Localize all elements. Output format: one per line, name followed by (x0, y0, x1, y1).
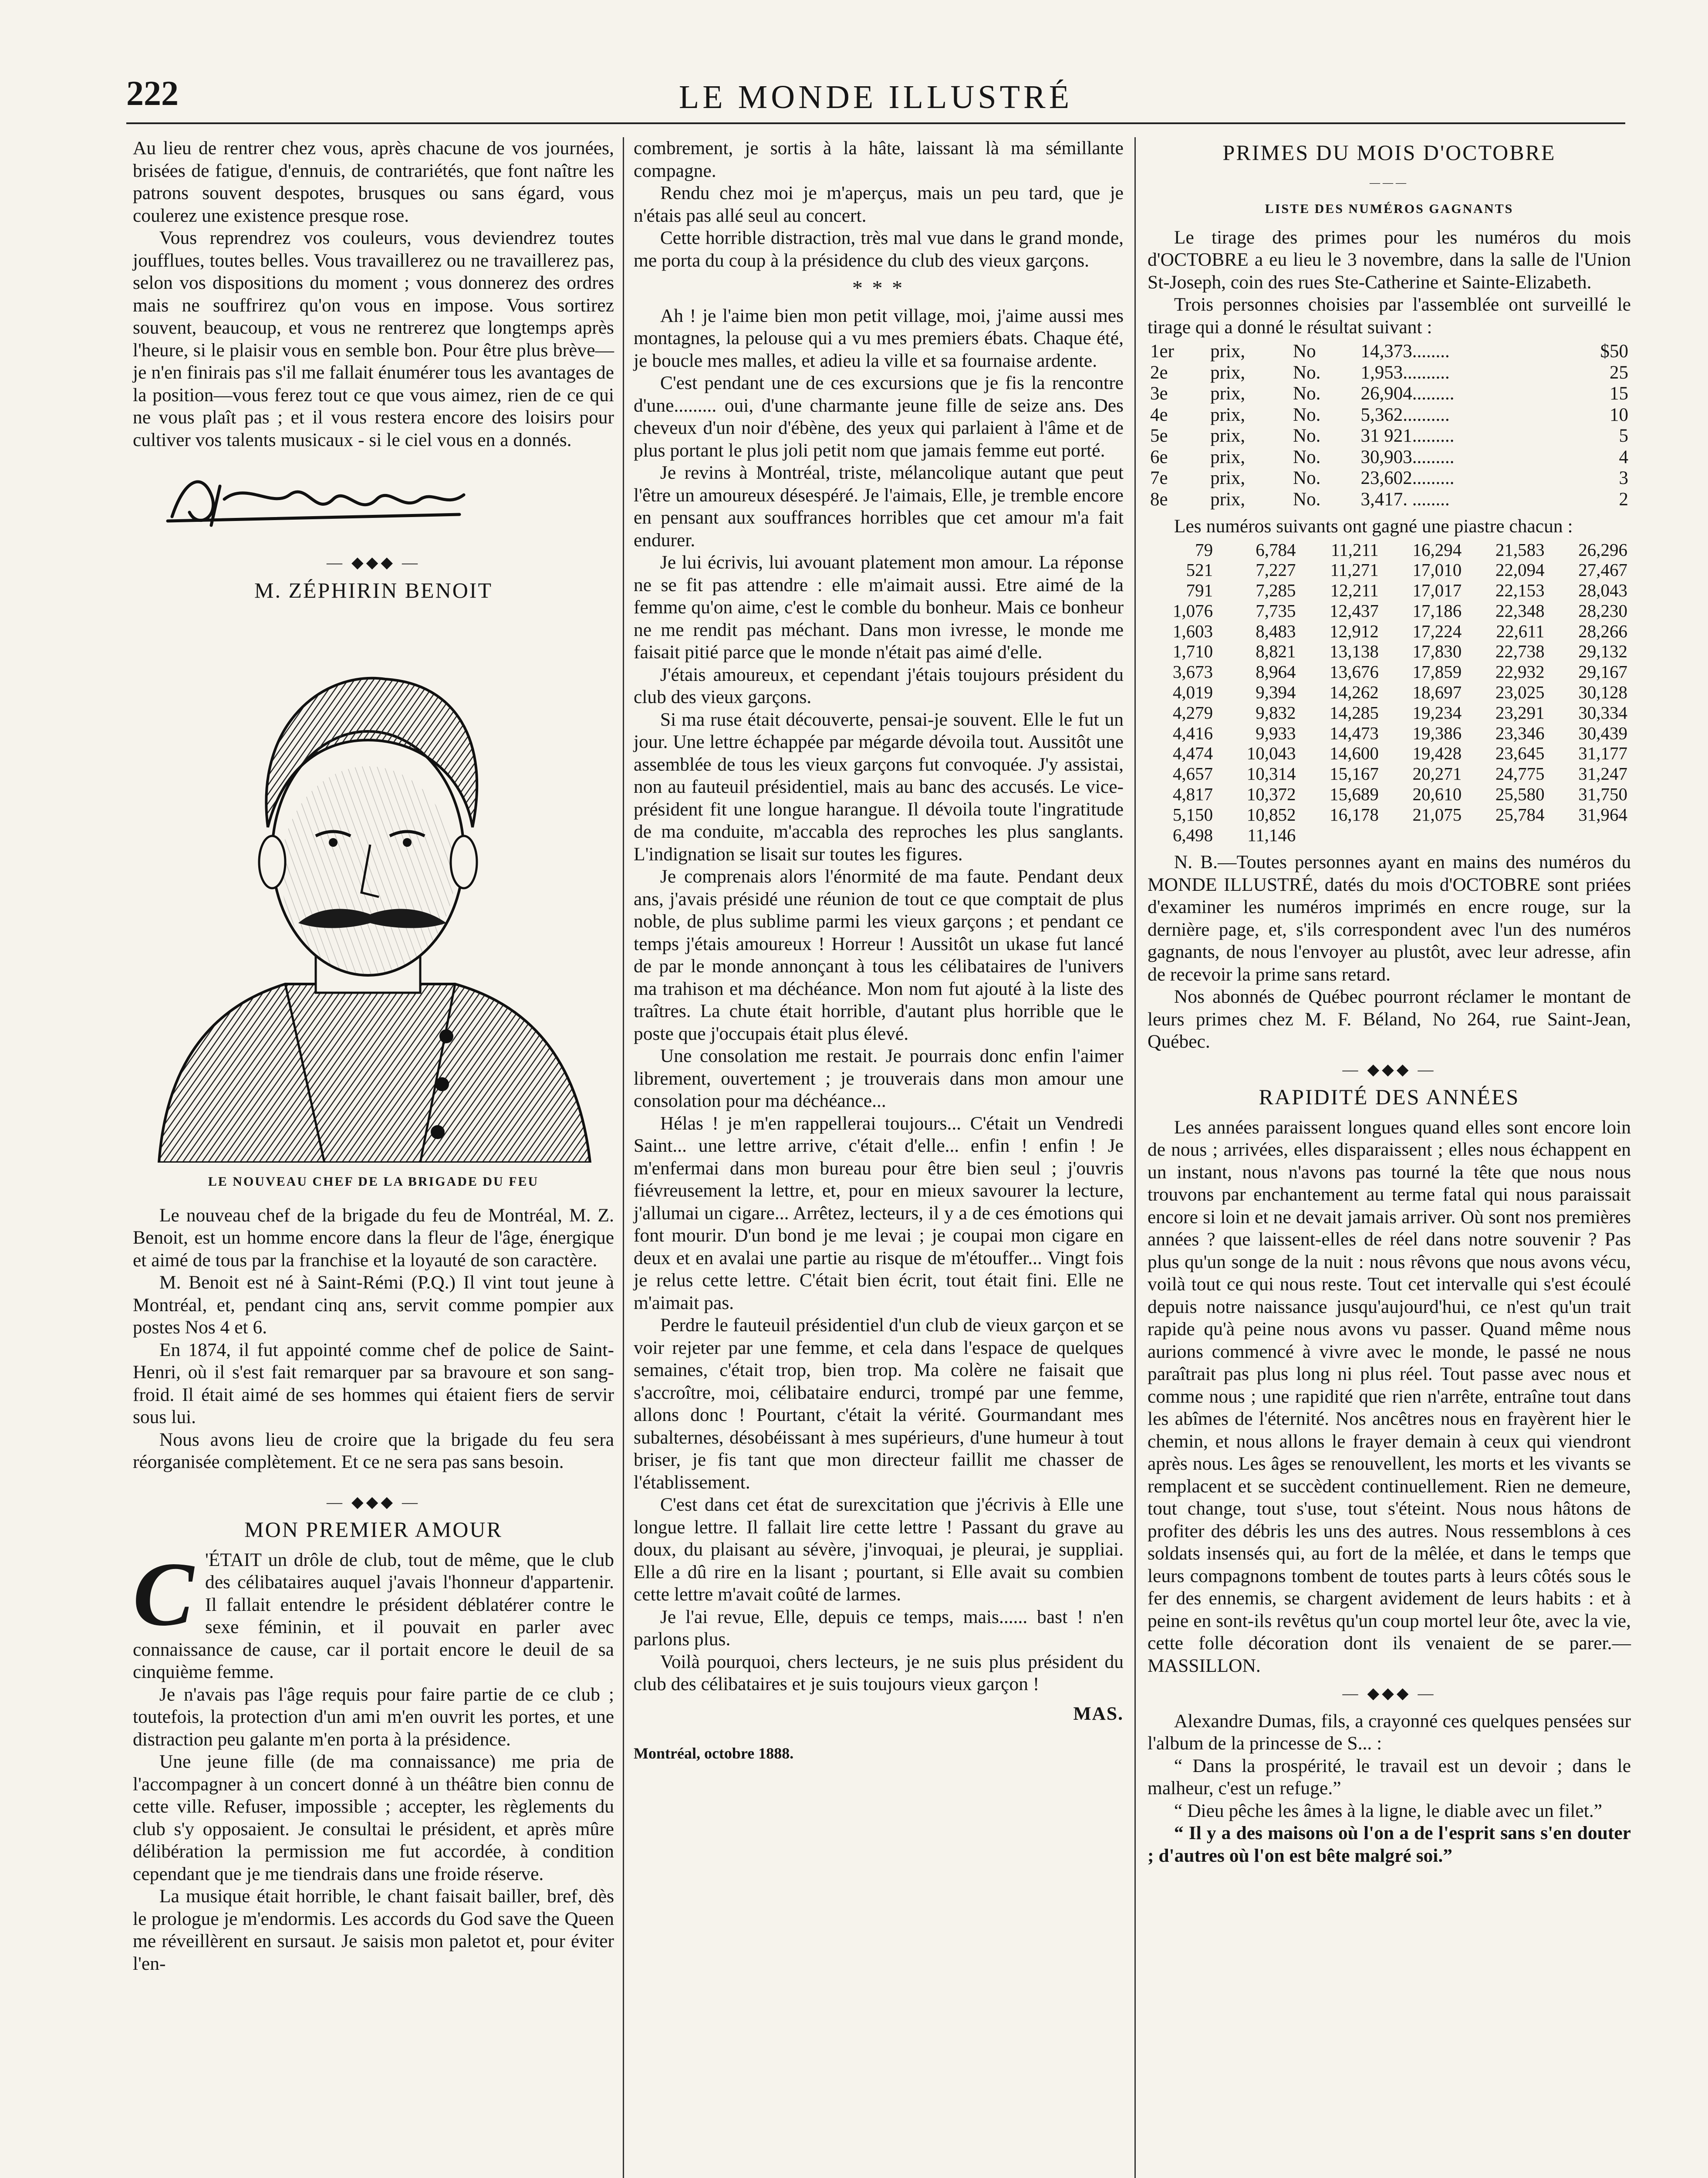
numbers-row (1148, 743, 1631, 764)
winning-number: 24,775 (1495, 764, 1545, 784)
quote: “ Il y a des maisons où l'on a de l'esprit sans s'en douter ; d'autres où l'on est bête malgré soi.” (1148, 1823, 1631, 1866)
paragraph: Voilà pourquoi, chers lecteurs, je ne suis plus président du club des célibataires et je suis toujours vieux garçon ! (634, 1651, 1124, 1694)
section-title: M. ZÉPHIRIN BENOIT (254, 578, 493, 602)
winning-number: 4,474 (1172, 743, 1213, 764)
prize-label: prix, (1210, 468, 1246, 488)
rapidite-title: RAPIDITÉ DES ANNÉES (1259, 1085, 1520, 1109)
prize-no: No. (1293, 383, 1321, 404)
paragraph: Ah ! je l'aime bien mon petit village, moi, j'aime aussi mes montagnes, la pelouse qui a vu mes premiers ébats. Chaque été, je boucle mes malles, et adieu la ville et sa fournaise ardente. (634, 305, 1124, 371)
winning-numbers-table (1148, 540, 1631, 845)
numbers-row (1148, 560, 1631, 580)
prize-amount: 2 (1619, 489, 1628, 510)
paragraph: Le nouveau chef de la brigade du feu de Montréal, M. Z. Benoit, est un homme encore dans la fleur de l'âge, énergique et aimé de tous par la franchise et la loyauté de son caractère. (133, 1204, 614, 1271)
numbers-row (1148, 621, 1631, 642)
paragraph: Alexandre Dumas, fils, a crayonné ces quelques pensées sur l'album de la princesse de S... : (1148, 1710, 1631, 1754)
winning-number: 4,279 (1172, 702, 1213, 723)
paragraph: C'est pendant une de ces excursions que je fis la rencontre d'une......... oui, d'une charmante jeune fille de seize ans. Des cheveux d'un noir d'ébène, des yeux qui parlaient à l'âme et de plus portant le plus joli petit nom que jamais femme eut porté. (634, 372, 1124, 461)
numbers-row (1148, 641, 1631, 662)
page-number: 222 (126, 74, 179, 113)
prize-no: No. (1293, 404, 1321, 425)
winning-number: 17,224 (1412, 621, 1462, 641)
journal-title: LE MONDE ILLUSTRÉ (678, 79, 1073, 115)
prize-table (1148, 341, 1631, 510)
paragraph: Nos abonnés de Québec pourront réclamer le montant de leurs primes chez M. F. Béland, No 264, rue Saint-Jean, Québec. (1148, 986, 1631, 1052)
ornament-divider: — ◆◆◆ — (326, 554, 421, 571)
prize-amount: $50 (1600, 341, 1628, 362)
ornament-divider: — ◆◆◆ — (1342, 1060, 1436, 1078)
signature (159, 469, 614, 534)
winning-number: 9,832 (1256, 702, 1296, 723)
winning-number: 21,583 (1495, 539, 1545, 560)
winning-number: 14,473 (1330, 723, 1379, 743)
winning-number (1382, 825, 1465, 845)
intro-paragraph: Au lieu de rentrer chez vous, après chacune de vos journées, brisées de fatigue, d'ennuis, de contrariétés, que font naître les patrons souvent despotes, brusques ou sans égard, vous coulerez une existence presque rose. (133, 138, 614, 226)
paragraph: Le tirage des primes pour les numéros du mois d'OCTOBRE a eu lieu le 3 novembre, dans la salle de l'Union St-Joseph, coin des rues Ste-Catherine et Sainte-Elizabeth. (1148, 227, 1631, 293)
prize-no: No. (1293, 426, 1321, 446)
column-3 (1148, 137, 1631, 1867)
prize-row (1148, 383, 1631, 405)
numbers-row (1148, 784, 1631, 805)
winning-number: 20,271 (1412, 764, 1462, 784)
winning-number: 19,234 (1412, 702, 1462, 723)
primes-subtitle: LISTE DES NUMÉROS GAGNANTS (1265, 202, 1514, 216)
prize-rank: 7e (1150, 468, 1168, 488)
winning-number: 29,132 (1578, 641, 1627, 662)
column-divider-1 (623, 137, 624, 2178)
numbers-row (1148, 825, 1631, 845)
winning-number: 25,784 (1495, 804, 1545, 825)
drop-cap-letter: C (133, 1543, 194, 1645)
paragraph: 'ÉTAIT un drôle de club, tout de même, que le club des célibataires auquel j'avais l'honneur d'appartenir. Il fallait entendre le président déblatérer contre le sexe féminin, et il pouvait en parler avec connaissance de cause, car il portait encore le deuil de sa cinquième femme. (133, 1549, 614, 1682)
paragraph: La musique était horrible, le chant faisait bailler, bref, dès le prologue je m'endormis. Les accords du God save the Queen me réveillèrent en sursaut. Je saisis mon paletot et, pour éviter l'en- (133, 1886, 614, 1974)
winning-number: 11,146 (1247, 825, 1296, 845)
prize-number: 14,373........ (1360, 341, 1450, 362)
winning-number: 11,211 (1331, 539, 1379, 560)
paragraph: J'étais amoureux, et cependant j'étais toujours président du club des vieux garçons. (634, 664, 1124, 707)
column-divider-2 (1134, 137, 1136, 2178)
winning-number: 15,689 (1330, 784, 1379, 805)
prize-rank: 8e (1150, 489, 1168, 510)
numbers-row (1148, 580, 1631, 601)
winning-number: 18,697 (1412, 682, 1462, 703)
prize-row (1148, 405, 1631, 426)
portrait-engraving (142, 609, 603, 1163)
winning-number: 21,075 (1412, 804, 1462, 825)
winning-number: 17,186 (1412, 600, 1462, 621)
winning-number: 4,817 (1172, 784, 1213, 805)
prize-rank: 5e (1150, 426, 1168, 446)
winning-number: 31,247 (1578, 764, 1627, 784)
prize-label: prix, (1210, 489, 1246, 510)
prize-rank: 1er (1150, 341, 1174, 362)
winning-number: 1,710 (1172, 641, 1213, 662)
prize-number: 26,904......... (1360, 383, 1455, 404)
paragraph: Les années paraissent longues quand elles sont encore loin de nous ; arrivées, elles disparaissent ; elles nous échappent en un instant, nous n'avons pas tourné la tête que nous nous trouvons par enchantement au terme fatal qui nous paraissait encore si loin et ne devait jamais arriver. Où sont nos premières années ? que laissent-elles de réel dans notre souvenir ? Pas plus qu'un songe de la nuit : nous rêvons que nous avons vécu, voilà tout ce qui nous reste. Tout cet intervalle qui s'est écoulé depuis notre naissance jusqu'aujourd'hui, ce n'est qu'un trait rapide qu'à peine nous avons vu passer. Quand même nous aurions commencé à vivre avec le monde, le passé ne nous paraîtrait pas plus long ni plus réel. Tout passe avec nous et comme nous ; une rapidité que rien n'arrête, entraîne tout dans les abîmes de l'éternité. Nos ancêtres nous en frayèrent hier le chemin, et nous allons le frayer demain à ceux qui viendront après nous. Les âges se renouvellent, les morts et les vivants se remplacent et se succèdent continuellement. Rien ne demeure, tout change, tout s'use, tout s'éteint. Nous nous hâtons de profiter des débris les uns des autres. Nous ressemblons à ces soldats insensés qui, au fort de la mêlée, et dans le temps que leurs compagnons tombent de toutes parts à leurs côtés sous le fer des ennemis, se chargent avidement de leurs habits : et à peine en sont-ils revêtus qu'un coup mortel leur ôte, avec la vie, cette folle décoration dont ils venaient de se parer.—MASSILLON. (1148, 1116, 1631, 1676)
author-signature: MAS. (1073, 1703, 1124, 1724)
paragraph: Les numéros suivants ont gagné une piastre chacun : (1174, 516, 1573, 537)
numbers-row (1148, 662, 1631, 682)
winning-number: 4,416 (1172, 723, 1213, 743)
winning-number: 8,483 (1256, 621, 1296, 641)
winning-number: 23,025 (1495, 682, 1545, 703)
paragraph: Je l'ai revue, Elle, depuis ce temps, mais...... bast ! n'en parlons plus. (634, 1606, 1124, 1650)
winning-number: 22,932 (1495, 662, 1545, 682)
winning-number: 10,852 (1246, 804, 1296, 825)
winning-number: 28,266 (1578, 621, 1627, 641)
prize-label: prix, (1210, 404, 1246, 425)
prize-label: prix, (1210, 446, 1246, 467)
winning-number: 28,043 (1578, 580, 1627, 601)
prize-no: No. (1293, 362, 1321, 383)
prize-rank: 4e (1150, 404, 1168, 425)
ornament-divider: — ◆◆◆ — (1342, 1684, 1436, 1702)
prize-number: 5,362.......... (1360, 404, 1450, 425)
prize-no: No. (1293, 489, 1321, 510)
prize-no: No. (1293, 468, 1321, 488)
header-rule (126, 122, 1625, 124)
winning-number: 15,167 (1330, 764, 1379, 784)
winning-number: 11,271 (1330, 560, 1379, 580)
paragraph: Si ma ruse était découverte, pensai-je souvent. Elle le fut un jour. Une lettre échappée par mégarde dévoila tout. Aussitôt une assemblée de tous les vieux garçons fut convoquée. J'y assistai, non au fauteuil présidentiel, mais au banc des accusés. Le vice-président fit une longue harangue. Il dévoila toute l'ingratitude de ma conduite, m'accabla des reproches les plus sanglants. L'indignation se lisait sur toutes les figures. (634, 709, 1124, 865)
winning-number: 791 (1186, 580, 1213, 601)
winning-number: 7,735 (1256, 600, 1296, 621)
prize-amount: 15 (1610, 383, 1628, 404)
column-1 (133, 137, 614, 1975)
prize-row (1148, 341, 1631, 362)
winning-number: 22,738 (1495, 641, 1545, 662)
winning-number: 13,676 (1330, 662, 1379, 682)
paragraph: Trois personnes choisies par l'assemblée ont surveillé le tirage qui a donné le résultat suivant : (1148, 294, 1631, 338)
winning-number: 14,600 (1330, 743, 1379, 764)
paragraph: Je comprenais alors l'énormité de ma faute. Pendant deux ans, j'avais présidé une réunion de tout ce que comptait de plus noble, de plus sublime parmi les vieux garçons ; et pendant ce temps j'étais amoureux ! Horreur ! Aussitôt un ukase fut lancé de par le monde annonçant à tous les célibataires de l'univers ma trahison et ma déchéance. Mon nom fut ajouté à la liste des traîtres. La chute était horrible, d'autant plus horrible que le poste que j'occupais était plus élevé. (634, 866, 1124, 1044)
paragraph: Une jeune fille (de ma connaissance) me pria de l'accompagner à un concert donné à un théâtre bien connu de cette ville. Refuser, impossible ; accepter, les règlements du club s'y opposaient. Je consultai le président, et après mûre délibération la permission me fut accordée, à condition cependant que je me tiendrais dans une froide réserve. (133, 1751, 614, 1884)
prize-no: No. (1293, 446, 1321, 467)
winning-number: 30,439 (1578, 723, 1627, 743)
winning-number: 14,262 (1330, 682, 1379, 703)
winning-number: 20,610 (1412, 784, 1462, 805)
winning-number: 31,177 (1578, 743, 1627, 764)
prize-number: 30,903......... (1360, 446, 1455, 467)
prize-row (1148, 447, 1631, 468)
numbers-row (1148, 764, 1631, 784)
winning-number (1548, 825, 1631, 845)
winning-number: 10,314 (1246, 764, 1296, 784)
paragraph: Cette horrible distraction, très mal vue dans le grand monde, me porta du coup à la présidence du club des vieux garçons. (634, 227, 1124, 271)
prize-row (1148, 362, 1631, 384)
winning-number: 17,830 (1412, 641, 1462, 662)
ornament-divider: — ◆◆◆ — (326, 1493, 421, 1511)
prize-number: 23,602......... (1360, 468, 1455, 488)
winning-number: 1,076 (1172, 600, 1213, 621)
prize-label: prix, (1210, 383, 1246, 404)
winning-number: 12,912 (1330, 621, 1379, 641)
prize-label: prix, (1210, 362, 1246, 383)
prize-amount: 3 (1619, 468, 1628, 488)
winning-number: 9,394 (1256, 682, 1296, 703)
small-rule: ——— (1370, 177, 1409, 189)
winning-number: 12,437 (1330, 600, 1379, 621)
paragraph: N. B.—Toutes personnes ayant en mains des numéros du MONDE ILLUSTRÉ, datés du mois d'OCTOBRE sont priées d'examiner les numéros imprimés en encre rouge, sur la dernière page, et, s'ils correspondent avec l'un des numéros gagnants, de nous l'envoyer au plustôt, avec leur adresse, afin de recevoir la prime sans retard. (1148, 852, 1631, 985)
winning-number: 31,964 (1578, 804, 1627, 825)
primes-title: PRIMES DU MOIS D'OCTOBRE (1222, 140, 1556, 165)
winning-number: 7,285 (1256, 580, 1296, 601)
winning-number: 16,178 (1330, 804, 1379, 825)
winning-number: 22,611 (1496, 621, 1545, 641)
quote: “ Dieu pêche les âmes à la ligne, le diable avec un filet.” (1174, 1800, 1603, 1821)
story-title: MON PREMIER AMOUR (244, 1517, 503, 1542)
paragraph: C'est dans cet état de surexcitation que j'écrivis à Elle une longue lettre. Il fallait lire cette lettre ! Passant du grave au doux, du plaisant au sévère, j'invoquai, je pleurai, je suppliai. Elle a dû rire en la lisant ; pourtant, si Elle avait su combien cette lettre m'avait coûté de larmes. (634, 1494, 1124, 1605)
winning-number: 19,386 (1412, 723, 1462, 743)
winning-number: 26,296 (1578, 539, 1627, 560)
paragraph: Une consolation me restait. Je pourrais donc enfin l'aimer librement, ouvertement ; je trouverais dans mon amour une consolation pour ma déchéance... (634, 1045, 1124, 1111)
prize-number: 1,953.......... (1360, 362, 1450, 383)
winning-number: 6,498 (1172, 825, 1213, 845)
winning-number: 13,138 (1330, 641, 1379, 662)
paragraph: Je lui écrivis, lui avouant platement mon amour. La réponse ne se fit pas attendre : elle m'aimait aussi. Etre aimé de la femme qu'on aime, c'est le comble du bonheur. Mais ce bonheur ne me rendit pas méchant. Dans mon ivresse, le monde me faisait pitié parce que le monde n'était pas aimé d'elle. (634, 552, 1124, 663)
winning-number: 30,334 (1578, 702, 1627, 723)
dateline: Montréal, octobre 1888. (634, 1745, 794, 1762)
numbers-row (1148, 703, 1631, 723)
winning-number: 29,167 (1578, 662, 1627, 682)
winning-number: 17,017 (1412, 580, 1462, 601)
winning-number: 22,094 (1495, 560, 1545, 580)
asterism: * * * (852, 277, 905, 300)
prize-amount: 10 (1610, 404, 1628, 425)
paragraph: combrement, je sortis à la hâte, laissant là ma sémillante compagne. (634, 138, 1124, 181)
winning-number: 8,821 (1256, 641, 1296, 662)
paragraph: Je n'avais pas l'âge requis pour faire partie de ce club ; toutefois, la protection d'un ami m'en ouvrit les portes, et une distraction peu galante m'en porta à la présidence. (133, 1684, 614, 1750)
prize-amount: 5 (1619, 426, 1628, 446)
winning-number: 23,346 (1495, 723, 1545, 743)
winning-number: 3,673 (1172, 662, 1213, 682)
winning-number: 27,467 (1578, 560, 1627, 580)
winning-number: 8,964 (1256, 662, 1296, 682)
winning-number: 17,859 (1412, 662, 1462, 682)
numbers-row (1148, 601, 1631, 621)
prize-row (1148, 468, 1631, 489)
winning-number: 22,348 (1495, 600, 1545, 621)
portrait-caption: LE NOUVEAU CHEF DE LA BRIGADE DU FEU (208, 1174, 539, 1189)
winning-number: 30,128 (1578, 682, 1627, 703)
winning-number: 16,294 (1412, 539, 1462, 560)
winning-number: 1,603 (1172, 621, 1213, 641)
winning-number: 28,230 (1578, 600, 1627, 621)
prize-row (1148, 489, 1631, 511)
winning-number: 10,372 (1246, 784, 1296, 805)
winning-number: 79 (1195, 539, 1213, 560)
story-opening (133, 1543, 614, 1684)
winning-number: 23,645 (1495, 743, 1545, 764)
winning-number (1465, 825, 1548, 845)
paragraph: Je revins à Montréal, triste, mélancolique autant que peut l'être un amoureux désespéré. Je l'aimais, Elle, je tremble encore en pensant aux souffrances horribles que cet amour m'a fait endurer. (634, 462, 1124, 551)
prize-no: No (1293, 341, 1316, 362)
winning-number: 12,211 (1330, 580, 1379, 601)
paragraph: Rendu chez moi je m'aperçus, mais un peu tard, que je n'étais pas allé seul au concert. (634, 183, 1124, 226)
prize-amount: 25 (1610, 362, 1628, 383)
winning-number: 4,019 (1172, 682, 1213, 703)
prize-number: 31 921......... (1360, 426, 1455, 446)
winning-number: 23,291 (1495, 702, 1545, 723)
paragraph: Vous reprendrez vos couleurs, vous deviendrez toutes joufflues, toutes belles. Vous travaillerez ou ne travaillerez pas, selon vos dispositions du moment ; vous donnerez des ordres mais ne souffrirez qu'on vous en impose. Vous sortirez souvent, beaucoup, et vous ne rentrerez que longtemps après l'heure, si le plaisir vous en semble bon. Pour être plus brève—je n'en finirais pas s'il me fallait énumérer tous les avantages de la position—vous ferez tout ce que vous aimez, rien de ce qui ne vous plaît pas ; et il vous restera encore des loisirs pour cultiver vos talents musicaux - si le ciel vous en a donnés. (133, 227, 614, 450)
winning-number: 9,933 (1256, 723, 1296, 743)
numbers-row (1148, 540, 1631, 560)
winning-number: 14,285 (1330, 702, 1379, 723)
winning-number: 10,043 (1246, 743, 1296, 764)
prize-rank: 2e (1150, 362, 1168, 383)
winning-number (1299, 825, 1382, 845)
winning-number: 22,153 (1495, 580, 1545, 601)
prize-label: prix, (1210, 426, 1246, 446)
prize-number: 3,417. ........ (1360, 489, 1450, 510)
numbers-row (1148, 805, 1631, 825)
column-2 (634, 137, 1124, 1765)
winning-number: 5,150 (1172, 804, 1213, 825)
winning-number: 25,580 (1495, 784, 1545, 805)
prize-rank: 6e (1150, 446, 1168, 467)
winning-number: 31,750 (1578, 784, 1627, 805)
numbers-row (1148, 723, 1631, 744)
page-header (126, 65, 1625, 124)
prize-label: prix, (1210, 341, 1246, 362)
prize-rank: 3e (1150, 383, 1168, 404)
winning-number: 521 (1186, 560, 1213, 580)
drop-cap (133, 1543, 198, 1645)
paragraph: Hélas ! je m'en rappellerai toujours... C'était un Vendredi Saint... une lettre arrive, c'était d'elle... enfin ! enfin ! Je m'enfermai dans mon bureau pour être bien seul ; j'ouvris fiévreusement la lettre, et, pour en mieux savourer la lecture, j'allumai un cigare... Arrêtez, lecteurs, il y a de ces émotions qui font mourir. D'un bond je me levai ; je coupai mon cigare en deux et en avalai une partie au risque de m'étouffer... Vingt fois je relus cette lettre. C'était bien écrit, tout était fini. Elle ne m'aimait pas. (634, 1113, 1124, 1313)
winning-number: 6,784 (1256, 539, 1296, 560)
winning-number: 19,428 (1412, 743, 1462, 764)
winning-number: 4,657 (1172, 764, 1213, 784)
prize-row (1148, 426, 1631, 447)
prize-amount: 4 (1619, 446, 1628, 467)
winning-number: 7,227 (1256, 560, 1296, 580)
quote: “ Dans la prospérité, le travail est un devoir ; dans le malheur, c'est un refuge.” (1148, 1755, 1631, 1799)
paragraph: En 1874, il fut appointé comme chef de police de Saint-Henri, où il s'est fait remarquer par sa bravoure et son sang-froid. Il était aimé de ses hommes qui étaient fiers de servir sous lui. (133, 1339, 614, 1427)
paragraph: M. Benoit est né à Saint-Rémi (P.Q.) Il vint tout jeune à Montréal, et, pendant cinq ans, servit comme pompier aux postes Nos 4 et 6. (133, 1272, 614, 1338)
winning-number: 17,010 (1412, 560, 1462, 580)
paragraph: Perdre le fauteuil présidentiel d'un club de vieux garçon et se voir rejeter par une femme, et cela dans l'espace de quelques semaines, c'était trop, bien trop. Ma colère ne faisait que s'accroître, moi, célibataire endurci, trompé par une femme, allons donc ! Pourtant, c'était la vérité. Gourmandant mes subalternes, désobéissant à mes supérieurs, d'une humeur à tout briser, je fis tant que mon directeur faillit me chasser de l'établissement. (634, 1315, 1124, 1493)
numbers-row (1148, 682, 1631, 703)
paragraph: Nous avons lieu de croire que la brigade du feu sera réorganisée complètement. Et ce ne sera pas sans besoin. (133, 1429, 614, 1472)
